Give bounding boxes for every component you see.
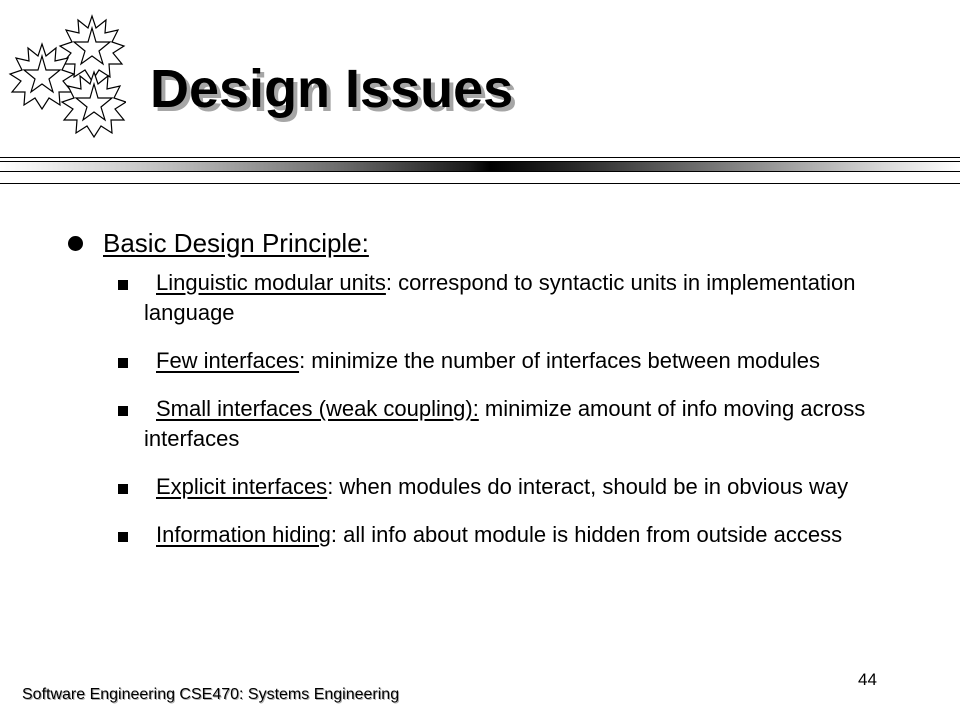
principle-description: : all info about module is hidden from outside access (330, 522, 843, 547)
main-point-label: Basic Design Principle: (103, 227, 369, 258)
list-item (116, 472, 896, 502)
principle-term: Few interfaces (156, 348, 300, 373)
principle-list (116, 268, 896, 568)
title-divider-bottom-line (0, 183, 960, 184)
list-item (116, 520, 896, 550)
main-bullet-point (68, 225, 369, 261)
principle-description: : correspond to syntactic units in implementation language (144, 270, 856, 325)
square-bullet-icon (118, 532, 128, 542)
title-divider-top-line (0, 157, 960, 158)
list-item (116, 394, 896, 454)
page-number: 44 (858, 670, 877, 689)
principle-term: Linguistic modular units (156, 270, 386, 295)
square-bullet-icon (118, 280, 128, 290)
square-bullet-icon (118, 484, 128, 494)
principle-term: Information hiding (156, 522, 331, 547)
slide-title: Design Issues (150, 59, 514, 119)
principle-term: Explicit interfaces (156, 474, 328, 499)
principle-description: : when modules do interact, should be in obvious way (327, 474, 849, 499)
principle-description: minimize amount of info moving across interfaces (144, 396, 866, 451)
list-item (116, 268, 896, 328)
title-divider-gradient-bar (0, 161, 960, 172)
principle-term: Small interfaces (weak coupling): (156, 396, 479, 421)
square-bullet-icon (118, 406, 128, 416)
square-bullet-icon (118, 358, 128, 368)
footer-text: Software Engineering CSE470: Systems Engineering (22, 686, 400, 703)
principle-description: : minimize the number of interfaces between modules (299, 348, 820, 373)
list-item (116, 346, 896, 376)
gear-stars-icon (6, 14, 126, 138)
filled-circle-bullet-icon (68, 236, 83, 251)
